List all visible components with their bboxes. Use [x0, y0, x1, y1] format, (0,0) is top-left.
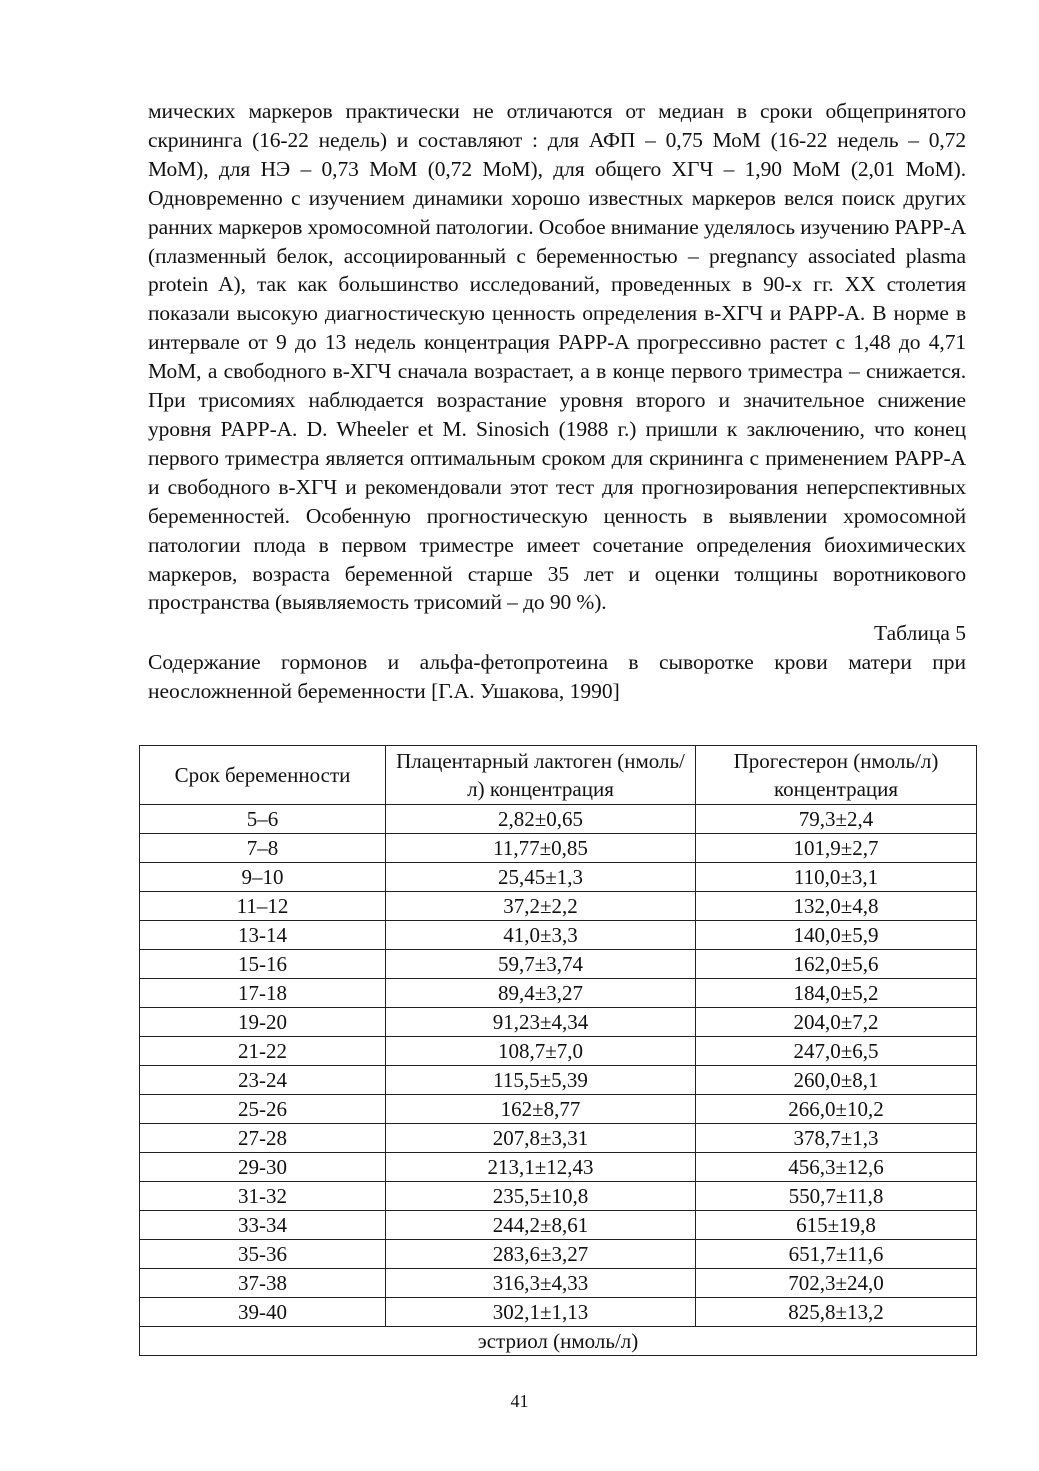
cell-term: 9–10	[140, 863, 386, 892]
cell-lactogen: 115,5±5,39	[386, 1066, 696, 1095]
table-body	[140, 805, 977, 1327]
table-row	[140, 950, 977, 979]
table-row	[140, 1240, 977, 1269]
table-row	[140, 834, 977, 863]
cell-lactogen: 283,6±3,27	[386, 1240, 696, 1269]
cell-progesterone: 651,7±11,6	[696, 1240, 977, 1269]
cell-term: 35-36	[140, 1240, 386, 1269]
table-row	[140, 1008, 977, 1037]
table-row	[140, 1124, 977, 1153]
cell-progesterone: 266,0±10,2	[696, 1095, 977, 1124]
table-row	[140, 1066, 977, 1095]
cell-lactogen: 25,45±1,3	[386, 863, 696, 892]
cell-lactogen: 59,7±3,74	[386, 950, 696, 979]
cell-progesterone: 184,0±5,2	[696, 979, 977, 1008]
table-row	[140, 1269, 977, 1298]
cell-lactogen: 235,5±10,8	[386, 1182, 696, 1211]
cell-term: 15-16	[140, 950, 386, 979]
table-row	[140, 1037, 977, 1066]
cell-progesterone: 456,3±12,6	[696, 1153, 977, 1182]
cell-term: 17-18	[140, 979, 386, 1008]
cell-lactogen: 213,1±12,43	[386, 1153, 696, 1182]
cell-term: 27-28	[140, 1124, 386, 1153]
table-row	[140, 1095, 977, 1124]
cell-progesterone: 615±19,8	[696, 1211, 977, 1240]
cell-term: 23-24	[140, 1066, 386, 1095]
table-label: Таблица 5	[874, 621, 966, 646]
estriol-row: эстриол (нмоль/л)	[140, 1327, 977, 1356]
table-row	[140, 1211, 977, 1240]
cell-lactogen: 89,4±3,27	[386, 979, 696, 1008]
cell-term: 7–8	[140, 834, 386, 863]
cell-lactogen: 37,2±2,2	[386, 892, 696, 921]
cell-progesterone: 110,0±3,1	[696, 863, 977, 892]
body-paragraph: мических маркеров практически не отличаются от медиан в сроки общепринятого скрининга (16-22 недель) и составляют : для АФП – 0,75 МоМ (16-22 недель – 0,72 МоМ), для НЭ – 0,73 МоМ (0,72 МоМ), для общего ХГЧ – 1,90 МоМ (2,01 МоМ). Одновременно с изучением динамики хорошо известных маркеров велся поиск других ранних маркеров хромосомной патологии. Особое внимание уделялось изучению PAPP-A (плазменный белок, ассоциированный с беременностью – pregnancy associated plasma protein A), так как большинство исследований, проведенных в 90-х гг. XX столетия показали высокую диагностическую ценность определения в-ХГЧ и PAPP-A. В норме в интервале от 9 до 13 недель концентрация PAPP-A прогрессивно растет с 1,48 до 4,71 МоМ, а свободного в-ХГЧ сначала возрастает, а в конце первого триместра – снижается. При трисомиях наблюдается возрастание уровня второго и значительное снижение уровня PAPP-A. D. Wheeler et M. Sinosich (1988 г.) пришли к заключению, что конец первого триместра является оптимальным сроком для скрининга с применением PAPP-A и свободного в-ХГЧ и рекомендовали этот тест для прогнозирования неперспективных беременностей. Особенную прогностическую ценность в выявлении хромосомной патологии плода в первом триместре имеет сочетание определения биохимических маркеров, возраста беременной старше 35 лет и оценки толщины воротникового пространства (выявляемость трисомий – до 90 %).	[148, 99, 966, 615]
cell-lactogen: 162±8,77	[386, 1095, 696, 1124]
cell-lactogen: 41,0±3,3	[386, 921, 696, 950]
cell-progesterone: 162,0±5,6	[696, 950, 977, 979]
table-row	[140, 892, 977, 921]
hormone-table	[139, 745, 977, 1356]
cell-progesterone: 260,0±8,1	[696, 1066, 977, 1095]
header-term: Срок беременности	[140, 746, 386, 805]
table-row	[140, 921, 977, 950]
cell-lactogen: 91,23±4,34	[386, 1008, 696, 1037]
table-footer-row	[140, 1327, 977, 1356]
cell-term: 11–12	[140, 892, 386, 921]
cell-term: 37-38	[140, 1269, 386, 1298]
cell-progesterone: 550,7±11,8	[696, 1182, 977, 1211]
table-row	[140, 1298, 977, 1327]
cell-term: 21-22	[140, 1037, 386, 1066]
table-row	[140, 863, 977, 892]
cell-progesterone: 825,8±13,2	[696, 1298, 977, 1327]
table-row	[140, 1153, 977, 1182]
cell-term: 29-30	[140, 1153, 386, 1182]
cell-lactogen: 2,82±0,65	[386, 805, 696, 834]
cell-progesterone: 101,9±2,7	[696, 834, 977, 863]
cell-lactogen: 244,2±8,61	[386, 1211, 696, 1240]
table-row	[140, 1182, 977, 1211]
cell-term: 33-34	[140, 1211, 386, 1240]
cell-lactogen: 302,1±1,13	[386, 1298, 696, 1327]
cell-term: 5–6	[140, 805, 386, 834]
cell-term: 19-20	[140, 1008, 386, 1037]
cell-progesterone: 204,0±7,2	[696, 1008, 977, 1037]
header-lactogen: Плацентарный лактоген (нмоль/л) концентрация	[386, 746, 696, 805]
cell-term: 25-26	[140, 1095, 386, 1124]
cell-term: 31-32	[140, 1182, 386, 1211]
cell-lactogen: 108,7±7,0	[386, 1037, 696, 1066]
cell-progesterone: 247,0±6,5	[696, 1037, 977, 1066]
cell-progesterone: 702,3±24,0	[696, 1269, 977, 1298]
cell-term: 39-40	[140, 1298, 386, 1327]
table-row	[140, 805, 977, 834]
cell-progesterone: 378,7±1,3	[696, 1124, 977, 1153]
cell-term: 13-14	[140, 921, 386, 950]
cell-progesterone: 132,0±4,8	[696, 892, 977, 921]
page-content	[148, 97, 966, 706]
cell-progesterone: 79,3±2,4	[696, 805, 977, 834]
cell-lactogen: 207,8±3,31	[386, 1124, 696, 1153]
table-caption: Содержание гормонов и альфа-фетопротеина в сыворотке крови матери при неосложненной беременности [Г.А. Ушакова, 1990]	[148, 650, 966, 704]
table-row	[140, 979, 977, 1008]
cell-lactogen: 316,3±4,33	[386, 1269, 696, 1298]
cell-progesterone: 140,0±5,9	[696, 921, 977, 950]
page-number: 41	[510, 1391, 529, 1411]
table-header-row	[140, 746, 977, 805]
cell-lactogen: 11,77±0,85	[386, 834, 696, 863]
header-progesterone: Прогестерон (нмоль/л) концентрация	[696, 746, 977, 805]
